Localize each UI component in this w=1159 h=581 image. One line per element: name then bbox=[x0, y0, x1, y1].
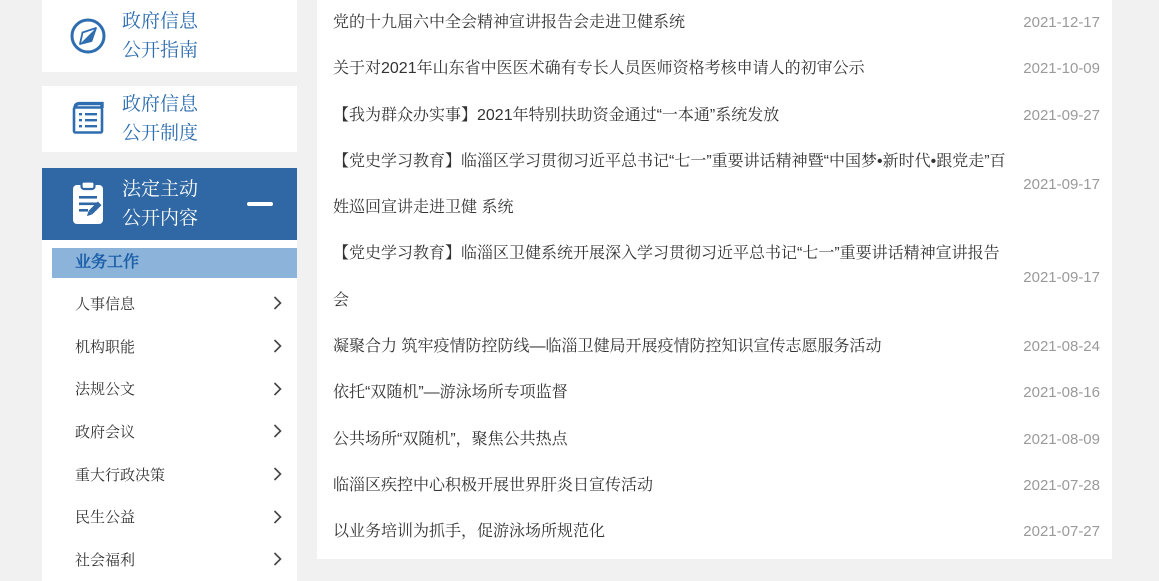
news-link[interactable]: 党的十九届六中全会精神宣讲报告会走进卫健系统 bbox=[333, 14, 686, 31]
news-row bbox=[333, 417, 1100, 463]
news-link[interactable]: 凝聚合力 筑牢疫情防控防线—临淄卫健局开展疫情防控知识宣传志愿服务活动 bbox=[333, 338, 882, 356]
news-row bbox=[333, 0, 1100, 46]
news-date: 2021-10-09 bbox=[1023, 60, 1100, 78]
chevron-right-icon bbox=[273, 382, 282, 396]
sidebar-gap bbox=[42, 72, 297, 86]
compass-icon bbox=[64, 15, 112, 57]
news-row bbox=[333, 231, 1100, 324]
news-row bbox=[333, 93, 1100, 139]
news-date: 2021-09-17 bbox=[1023, 176, 1100, 194]
chevron-right-icon bbox=[273, 552, 282, 566]
sidebar bbox=[42, 0, 297, 581]
news-row bbox=[333, 509, 1100, 555]
news-date: 2021-09-27 bbox=[1023, 106, 1100, 124]
chevron-right-icon bbox=[273, 424, 282, 438]
news-row bbox=[333, 370, 1100, 416]
chevron-right-icon bbox=[273, 296, 282, 310]
sidebar-menu-item[interactable]: 重大行政决策 bbox=[42, 453, 297, 496]
news-row bbox=[333, 139, 1100, 232]
news-date: 2021-08-16 bbox=[1023, 384, 1100, 402]
submenu-item-list bbox=[42, 278, 297, 581]
submenu-header-business-work[interactable]: 业务工作 bbox=[52, 248, 297, 278]
sidebar-section[interactable]: 政府信息 公开制度 bbox=[42, 86, 297, 152]
sidebar-menu-item[interactable]: 法规公文 bbox=[42, 367, 297, 410]
sidebar-menu-item[interactable]: 政府会议 bbox=[42, 410, 297, 453]
clipboard-pencil-icon bbox=[64, 180, 112, 228]
news-row bbox=[333, 463, 1100, 509]
chevron-right-icon bbox=[273, 339, 282, 353]
document-list-icon bbox=[64, 98, 112, 140]
chevron-right-icon bbox=[273, 467, 282, 481]
news-link[interactable]: 临淄区疾控中心积极开展世界肝炎日宣传活动 bbox=[333, 476, 654, 494]
news-row bbox=[333, 46, 1100, 92]
news-date: 2021-08-24 bbox=[1023, 338, 1100, 356]
news-link[interactable]: 关于对2021年山东省中医医术确有专长人员医师资格考核申请人的初审公示 bbox=[333, 60, 865, 78]
sidebar-menu-item[interactable]: 民生公益 bbox=[42, 495, 297, 538]
news-date: 2021-07-28 bbox=[1023, 476, 1100, 494]
sidebar-gap bbox=[42, 152, 297, 168]
minus-icon bbox=[247, 202, 273, 206]
news-row bbox=[333, 324, 1100, 370]
sidebar-section[interactable]: 法定主动 公开内容 bbox=[42, 168, 297, 240]
news-link[interactable]: 以业务培训为抓手，促游泳场所规范化 bbox=[333, 523, 606, 541]
news-link[interactable]: 依托“双随机”—游泳场所专项监督 bbox=[333, 384, 568, 402]
sidebar-section[interactable]: 政府信息 公开指南 bbox=[42, 0, 297, 72]
news-link[interactable]: 【党史学习教育】临淄区学习贯彻习近平总书记“七一”重要讲话精神暨“中国梦•新时代•跟党走”百姓巡回宣讲走进卫健 系统 bbox=[333, 152, 1006, 217]
news-date: 2021-08-09 bbox=[1023, 430, 1100, 448]
sidebar-menu-item[interactable]: 人事信息 bbox=[42, 282, 297, 325]
news-link[interactable]: 【我为群众办实事】2021年特别扶助资金通过“一本通”系统发放 bbox=[333, 106, 780, 124]
chevron-right-icon bbox=[273, 510, 282, 524]
news-panel bbox=[317, 0, 1112, 559]
news-date: 2021-07-27 bbox=[1023, 523, 1100, 541]
news-date: 2021-12-17 bbox=[1023, 14, 1100, 31]
sidebar-menu-item[interactable]: 机构职能 bbox=[42, 325, 297, 368]
news-date: 2021-09-17 bbox=[1023, 268, 1100, 286]
sidebar-top-sections bbox=[42, 0, 297, 240]
sidebar-submenu bbox=[42, 240, 297, 581]
news-link[interactable]: 公共场所“双随机”，聚焦公共热点 bbox=[333, 430, 568, 448]
news-link[interactable]: 【党史学习教育】临淄区卫健系统开展深入学习贯彻习近平总书记“七一”重要讲话精神宣讲报告会 bbox=[333, 245, 1000, 309]
news-list bbox=[317, 0, 1112, 556]
sidebar-menu-item[interactable]: 社会福利 bbox=[42, 538, 297, 581]
